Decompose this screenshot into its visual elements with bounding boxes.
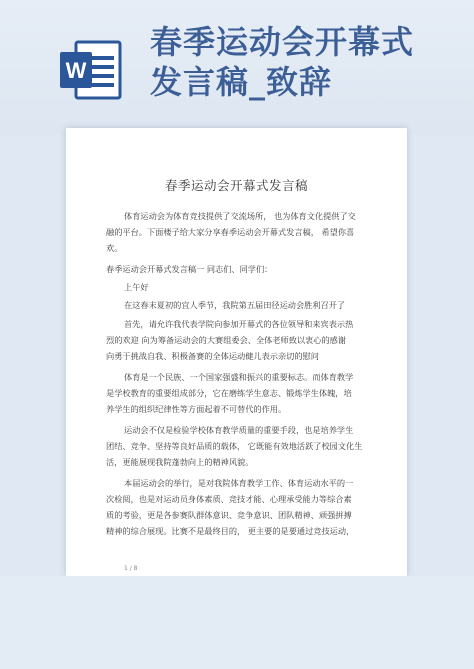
text-line: 活，更能展现我院蓬勃向上的精神风貌。 (106, 457, 254, 467)
text-line: 本届运动会的举行，是对我院体育教学工作、体育运动水平的一 (124, 478, 354, 488)
text-line: 养学生的组织纪律性等方面起着不可替代的作用。 (106, 404, 287, 414)
text-line: 运动会不仅是检验学校体育教学质量的重要手段，也是培养学生 (124, 425, 354, 435)
text-line: 质的考验，更是各参赛队群体意识、竞争意识、团队精神、顽强拼搏 (106, 510, 352, 520)
text-line: 是学校教育的重要组成部分，它在磨练学生意志、锻炼学生体魄，培 (106, 388, 352, 398)
paragraph (106, 369, 354, 417)
paragraph (106, 208, 356, 256)
document-title: 春季运动会开幕式发言稿 (164, 178, 308, 193)
page-title (150, 22, 460, 102)
text-line: 体育是一个民族、一个国家强盛和振兴的重要标志。而体育教学 (124, 372, 354, 382)
text-line: 首先，请允许我代表学院向参加开幕式的各位领导和来宾表示热 (124, 319, 354, 329)
text-line: 向勇于挑战自我、积极备赛的全体运动健儿表示亲切的慰问 (106, 351, 319, 361)
text-line: 次检阅，也是对运动员身体素质、竞技才能、心理承受能力等综合素 (106, 494, 352, 504)
text-line: 春季运动会开幕式发言稿一 同志们、同学们： (106, 264, 273, 274)
paragraph (106, 316, 354, 364)
page-number: 1 / 8 (124, 565, 138, 572)
text-line: 体育运动会为体育竞技提供了交流场所， 也为体育文化提供了交 (124, 211, 356, 221)
paragraph (124, 297, 345, 313)
header-banner (0, 0, 474, 135)
title-line: 发言稿_致辞 (150, 63, 333, 101)
text-line: 在这春末夏初的宜人季节，我院第五届田径运动会胜利召开了 (124, 300, 346, 310)
text-line: 融的平台。下面楼子给大家分享春季运动会开幕式发言稿， 希望你喜 (106, 227, 355, 237)
paragraph (106, 261, 272, 277)
background-footer (0, 576, 474, 669)
paragraph (124, 279, 149, 295)
word-document-icon (58, 38, 124, 102)
text-line: 欢。 (106, 243, 123, 253)
text-line: 团结、竞争、坚持等良好品质的载体， 它既能有效地活跃了校园文化生 (106, 441, 363, 451)
title-line: 春季运动会开幕式 (150, 23, 415, 61)
document-page (66, 128, 407, 576)
text-line: 烈的欢迎 向为筹备运动会的大赛组委会、全体老师致以衷心的感谢 (106, 335, 347, 345)
text-line: 精神的综合展现。比赛不是最终目的， 更主要的是要通过竞技运动， (106, 526, 355, 536)
paragraph (106, 422, 363, 470)
paragraph (106, 475, 355, 539)
svg-text:W: W (65, 58, 87, 83)
text-line: 上午好 (124, 282, 149, 292)
